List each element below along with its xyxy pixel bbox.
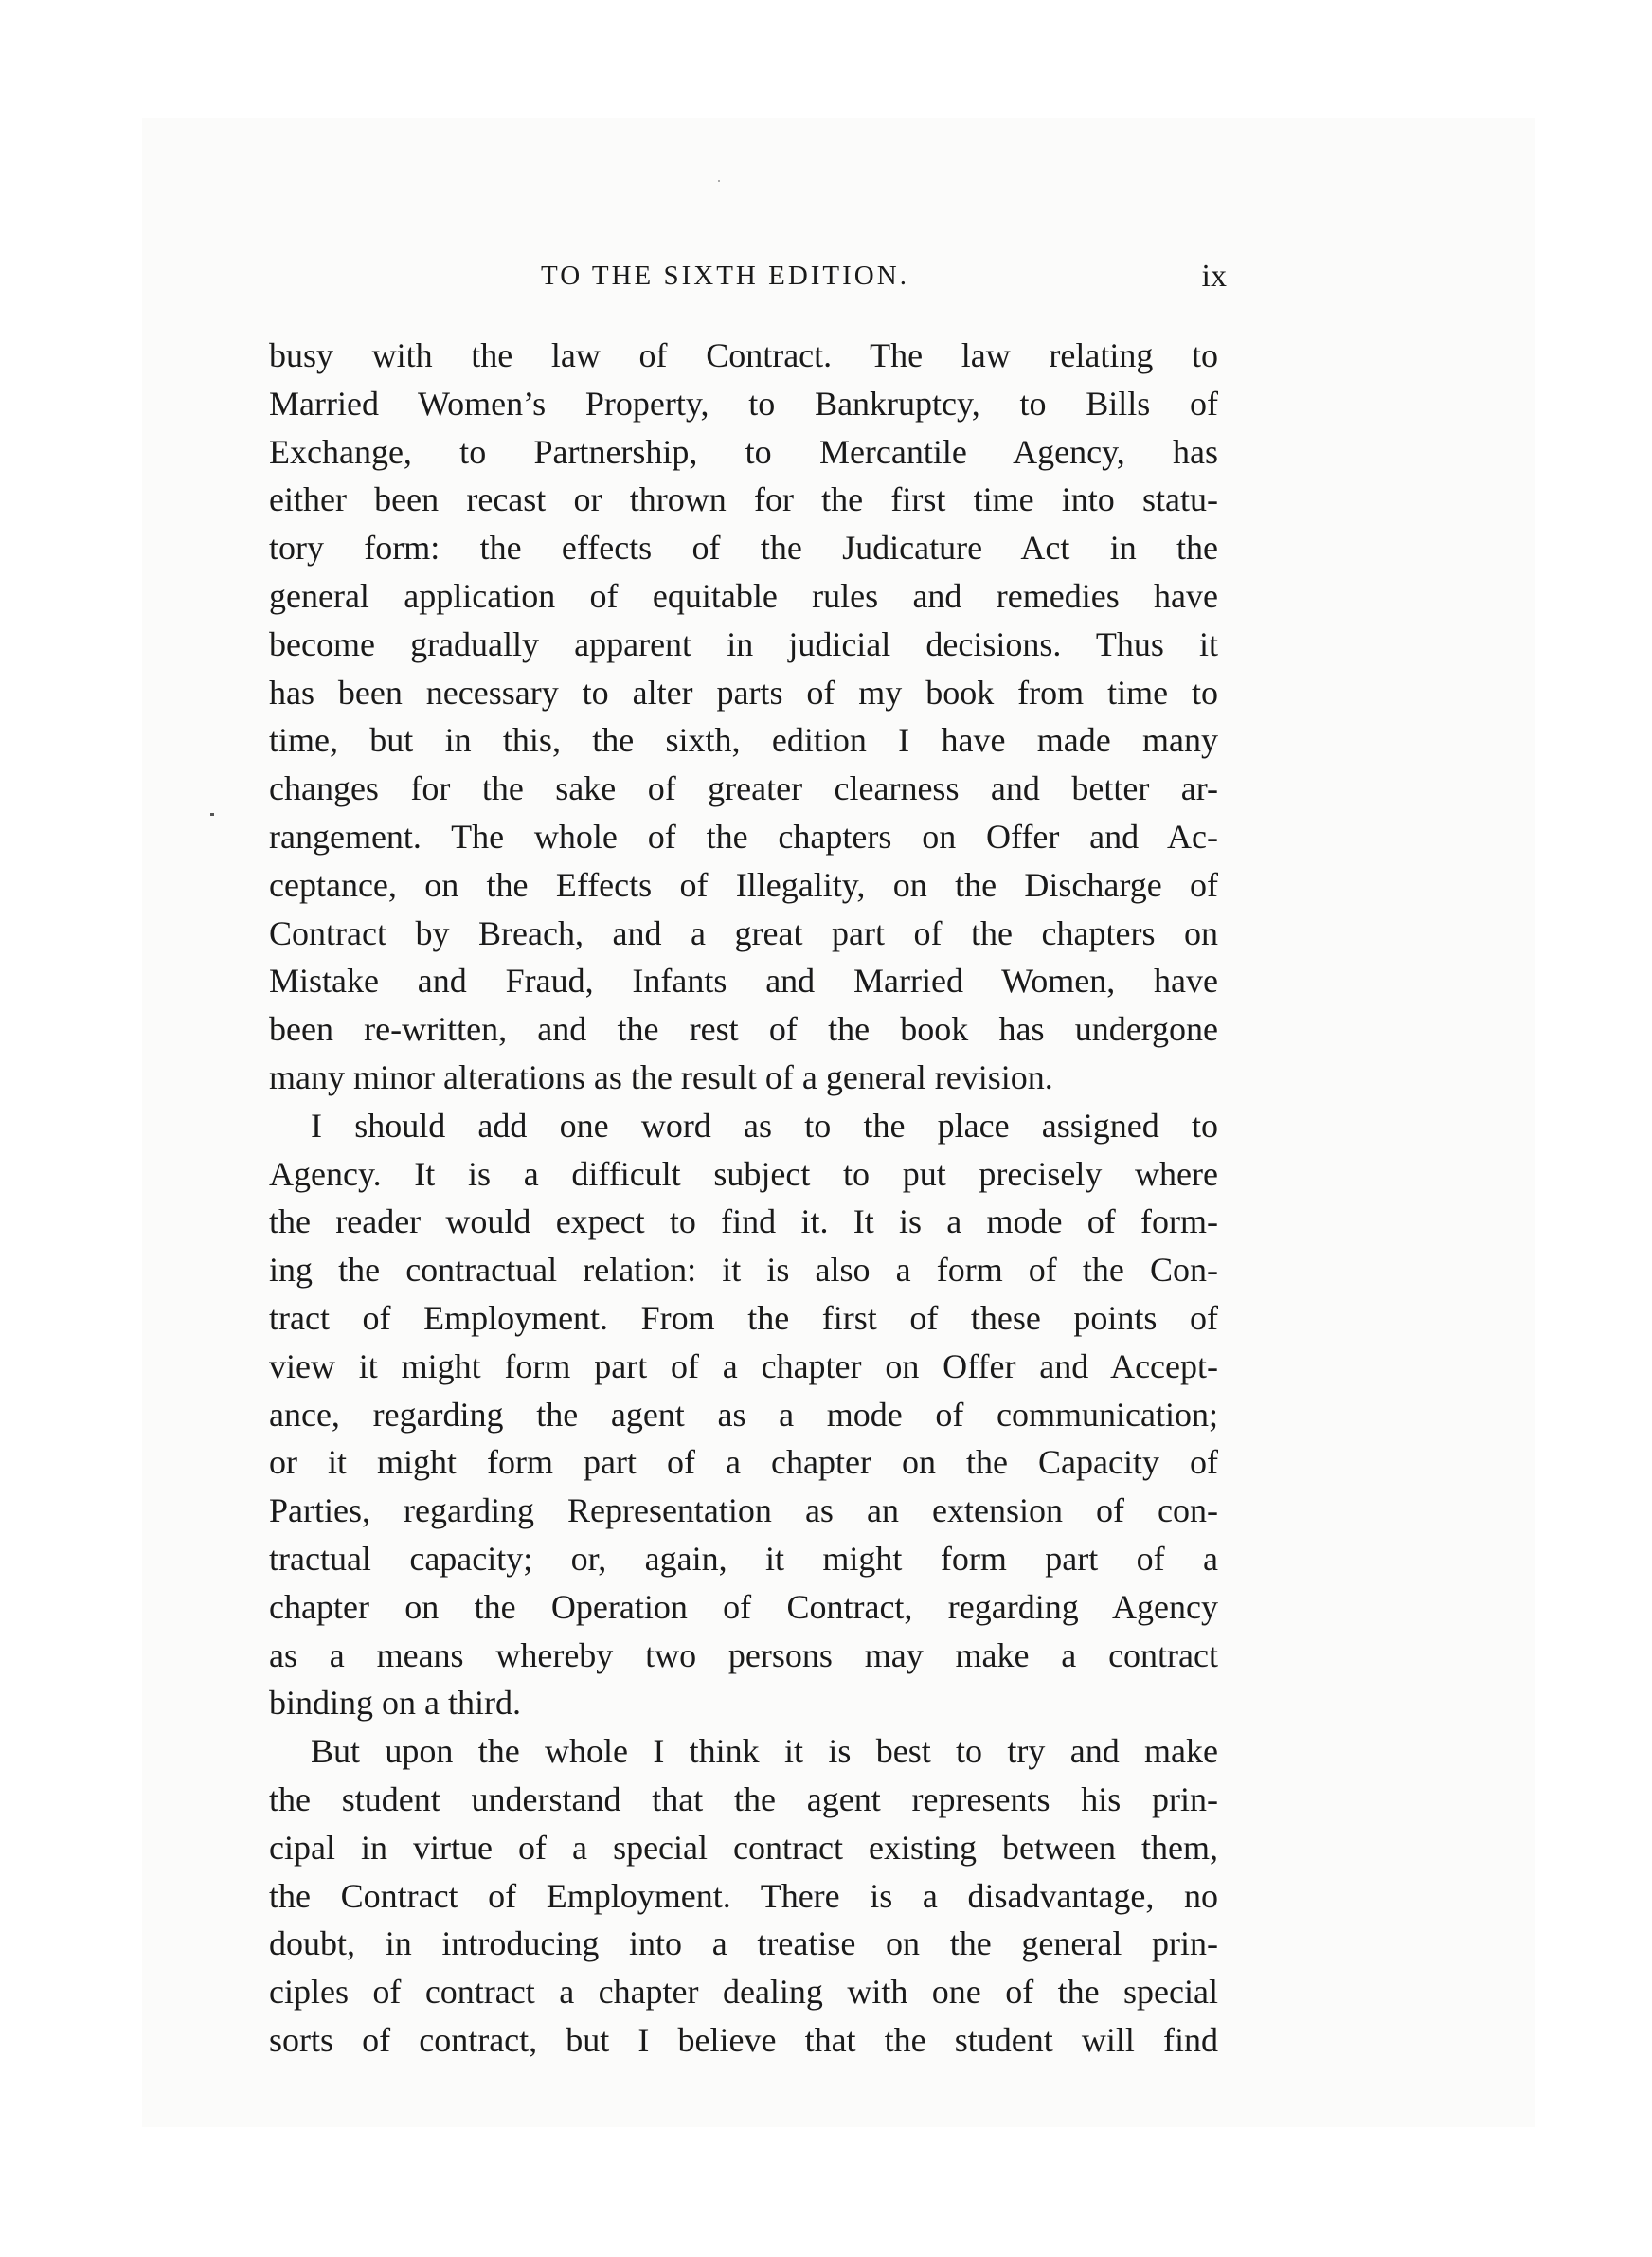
margin-mark (210, 813, 214, 816)
text-line: as a means whereby two persons may make a contract (269, 1635, 1218, 1674)
scan-mark (718, 180, 720, 182)
text-line: sorts of contract, but I believe that the student will find (269, 2020, 1218, 2059)
text-line: either been recast or thrown for the first time into statu- (269, 480, 1218, 519)
text-line: tractual capacity; or, again, it might form part of a (269, 1539, 1218, 1578)
text-line: But upon the whole I think it is best to try and make (311, 1732, 1218, 1771)
text-line: cipal in virtue of a special contract existing between them, (269, 1828, 1218, 1867)
text-line: Agency. It is a difficult subject to put precisely where (269, 1154, 1218, 1193)
body-text (269, 332, 1218, 2065)
text-line: Married Women’s Property, to Bankruptcy, to Bills of (269, 384, 1218, 423)
text-line: general application of equitable rules and remedies have (269, 576, 1218, 615)
text-line: changes for the sake of greater clearness and better ar- (269, 769, 1218, 808)
text-line: Contract by Breach, and a great part of the chapters on (269, 913, 1218, 952)
text-line: the student understand that the agent represents his prin- (269, 1779, 1218, 1818)
text-line: Exchange, to Partnership, to Mercantile Agency, has (269, 432, 1218, 471)
text-line: many minor alterations as the result of a general revision. (269, 1057, 1053, 1096)
text-line: has been necessary to alter parts of my book from time to (269, 673, 1218, 712)
text-line: the reader would expect to find it. It is a mode of form- (269, 1202, 1218, 1241)
text-line: ceptance, on the Effects of Illegality, on the Discharge of (269, 865, 1218, 904)
text-line: doubt, in introducing into a treatise on the general prin- (269, 1924, 1218, 1963)
text-line: Mistake and Fraud, Infants and Married Women, have (269, 962, 1218, 1001)
text-line: busy with the law of Contract. The law relating to (269, 336, 1218, 374)
text-line: become gradually apparent in judicial decisions. Thus it (269, 624, 1218, 663)
text-line: ing the contractual relation: it is also a form of the Con- (269, 1251, 1218, 1290)
page-header (269, 261, 1230, 308)
text-line: chapter on the Operation of Contract, regarding Agency (269, 1587, 1218, 1626)
text-line: rangement. The whole of the chapters on Offer and Ac- (269, 817, 1218, 856)
running-head: TO THE SIXTH EDITION. (541, 261, 909, 291)
text-line: tract of Employment. From the first of these points of (269, 1298, 1218, 1337)
text-line: ance, regarding the agent as a mode of communication; (269, 1395, 1218, 1434)
text-line: been re-written, and the rest of the book has undergone (269, 1010, 1218, 1049)
page-number: ix (1201, 259, 1227, 294)
text-line: binding on a third. (269, 1684, 521, 1723)
text-line: view it might form part of a chapter on Offer and Accept- (269, 1346, 1218, 1385)
text-line: or it might form part of a chapter on the Capacity of (269, 1443, 1218, 1482)
text-line: I should add one word as to the place assigned to (311, 1106, 1218, 1145)
text-line: the Contract of Employment. There is a disadvantage, no (269, 1876, 1218, 1915)
text-line: Parties, regarding Representation as an extension of con- (269, 1491, 1218, 1530)
text-line: time, but in this, the sixth, edition I have made many (269, 721, 1218, 760)
text-line: ciples of contract a chapter dealing with one of the special (269, 1973, 1218, 2012)
text-line: tory form: the effects of the Judicature Act in the (269, 529, 1218, 568)
